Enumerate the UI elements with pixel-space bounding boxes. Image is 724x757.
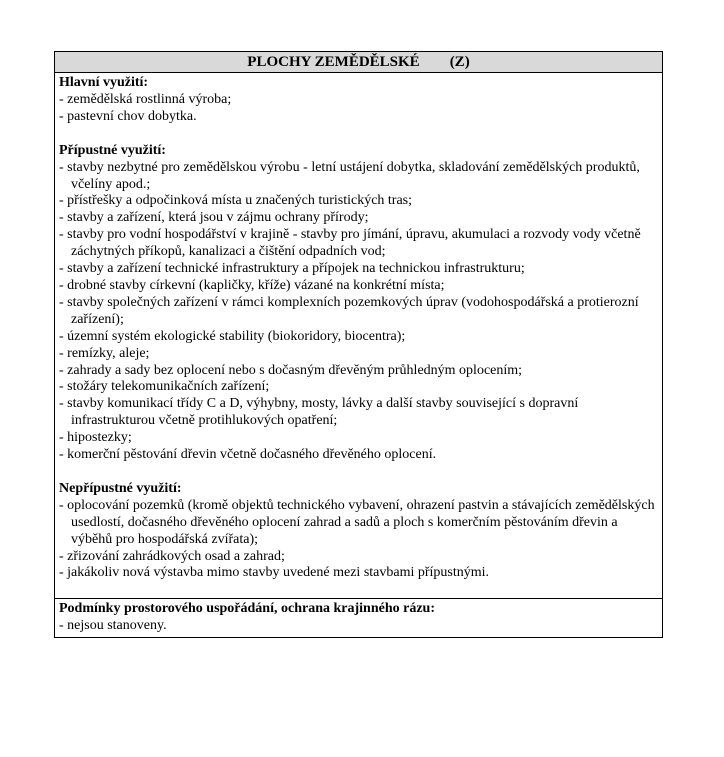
list-item: - zřizování zahrádkových osad a zahrad; bbox=[59, 549, 658, 566]
list-item: - nejsou stanoveny. bbox=[59, 618, 658, 635]
main-use-list bbox=[59, 92, 658, 126]
heading-spatial-conditions: Podmínky prostorového uspořádání, ochrana krajinného rázu: bbox=[59, 601, 435, 617]
heading-permitted-use: Přípustné využití: bbox=[59, 142, 166, 158]
spacer bbox=[59, 464, 658, 481]
list-item: - drobné stavby církevní (kapličky, kříže) vázané na konkrétní místa; bbox=[59, 278, 658, 295]
heading-main-use: Hlavní využití: bbox=[59, 75, 149, 90]
list-item: - pastevní chov dobytka. bbox=[59, 109, 658, 126]
spatial-conditions-list bbox=[59, 618, 658, 635]
list-item: - remízky, aleje; bbox=[59, 346, 658, 363]
table-title: PLOCHY ZEMĚDĚLSKÉ bbox=[247, 54, 420, 70]
list-item: - oplocování pozemků (kromě objektů technického vybavení, ohrazení pastvin a stávajících zemědělských usedlostí, dočasného dřevěného oplocení zahrad a sadů a ploch s komerčním pěstováním dřevin a výběhů pro hospodářská zvířata); bbox=[59, 498, 658, 549]
list-item: - stavby a zařízení, která jsou v zájmu ochrany přírody; bbox=[59, 210, 658, 227]
list-item: - jakákoliv nová výstavba mimo stavby uvedené mezi stavbami přípustnými. bbox=[59, 565, 658, 582]
heading-prohibited-use: Nepřípustné využití: bbox=[59, 480, 182, 496]
regulation-table bbox=[54, 51, 663, 638]
list-item: - komerční pěstování dřevin včetně dočasného dřevěného oplocení. bbox=[59, 447, 658, 464]
spacer bbox=[59, 126, 658, 143]
list-item: - stavby pro vodní hospodářství v krajině - stavby pro jímání, úpravu, akumulaci a rozvody vody včetně záchytných příkopů, kanalizaci a čištění odpadních vod; bbox=[59, 227, 658, 261]
list-item: - stavby společných zařízení v rámci komplexních pozemkových úprav (vodohospodářská a protierozní zařízení); bbox=[59, 295, 658, 329]
list-item: - stožáry telekomunikačních zařízení; bbox=[59, 379, 658, 396]
spatial-conditions-section bbox=[55, 599, 662, 637]
usage-section bbox=[55, 73, 662, 599]
list-item: - přístřešky a odpočinková místa u značených turistických tras; bbox=[59, 193, 658, 210]
list-item: - stavby nezbytné pro zemědělskou výrobu - letní ustájení dobytka, skladování zemědělských produktů, včelíny apod.; bbox=[59, 160, 658, 194]
list-item: - stavby komunikací třídy C a D, výhybny, mosty, lávky a další stavby související s dopravní infrastrukturou včetně protihlukových opatření; bbox=[59, 396, 658, 430]
prohibited-use-list bbox=[59, 498, 658, 583]
list-item: - zahrady a sady bez oplocení nebo s dočasným dřevěným průhledným oplocením; bbox=[59, 363, 658, 380]
list-item: - stavby a zařízení technické infrastruktury a přípojek na technickou infrastrukturu; bbox=[59, 261, 658, 278]
list-item: - zemědělská rostlinná výroba; bbox=[59, 92, 658, 109]
permitted-use-list bbox=[59, 160, 658, 464]
list-item: - hipostezky; bbox=[59, 430, 658, 447]
list-item: - územní systém ekologické stability (biokoridory, biocentra); bbox=[59, 329, 658, 346]
table-code: (Z) bbox=[449, 54, 470, 70]
table-title-row bbox=[55, 52, 662, 73]
